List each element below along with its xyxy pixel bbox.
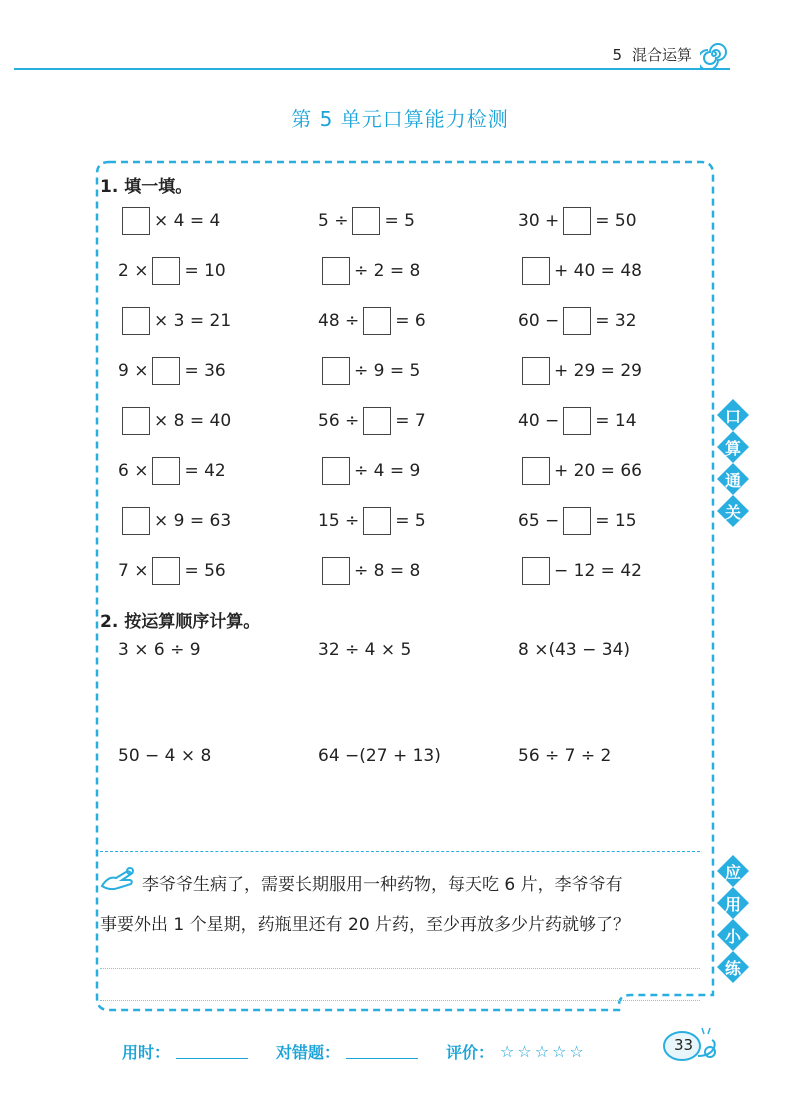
answer-box[interactable] <box>322 357 350 385</box>
side-tag-char: 算 <box>724 438 741 458</box>
problem-suffix: = 36 <box>184 361 226 381</box>
problem-suffix: ÷ 9 = 5 <box>354 361 421 381</box>
fill-problem <box>318 206 415 236</box>
fill-problem <box>118 456 226 486</box>
answer-box[interactable] <box>563 507 591 535</box>
rating-stars: ☆☆☆☆☆ <box>500 1042 587 1061</box>
side-tag-char: 关 <box>724 502 741 522</box>
problem-prefix: 65 − <box>518 511 560 531</box>
fill-problem <box>518 206 637 236</box>
section-1-title: 1. 填一填。 <box>100 177 193 197</box>
section-2-title: 2. 按运算顺序计算。 <box>100 612 261 632</box>
side-tag-char: 练 <box>724 958 741 978</box>
answer-box[interactable] <box>152 357 180 385</box>
fill-problem <box>118 506 231 536</box>
answer-box[interactable] <box>122 407 150 435</box>
problem-prefix: 5 ÷ <box>318 211 349 231</box>
header-rule <box>14 68 730 70</box>
fill-problem <box>318 306 426 336</box>
fill-problem <box>518 506 637 536</box>
chapter-label <box>612 44 692 65</box>
problem-suffix: = 32 <box>595 311 637 331</box>
fill-problem <box>318 506 426 536</box>
side-tag-char: 口 <box>724 406 741 426</box>
side-tag-char: 小 <box>724 926 741 946</box>
problem-suffix: ÷ 8 = 8 <box>354 561 421 581</box>
problem-prefix: 6 × <box>118 461 149 481</box>
time-label: 用时： <box>122 1043 171 1062</box>
problem-prefix: 9 × <box>118 361 149 381</box>
problem-suffix: ÷ 2 = 8 <box>354 261 421 281</box>
side-tag <box>716 494 750 528</box>
fill-problem <box>318 406 426 436</box>
answer-box[interactable] <box>122 507 150 535</box>
answer-guide-line <box>100 1000 700 1001</box>
answer-box[interactable] <box>363 407 391 435</box>
answer-box[interactable] <box>152 557 180 585</box>
side-tag-char: 通 <box>724 470 741 490</box>
problem-suffix: = 14 <box>595 411 637 431</box>
problem-suffix: = 56 <box>184 561 226 581</box>
fill-problem <box>518 406 637 436</box>
problem-suffix: + 40 = 48 <box>554 261 642 281</box>
side-tag <box>716 918 750 952</box>
answer-guide-line <box>100 968 700 969</box>
problem-suffix: + 29 = 29 <box>554 361 642 381</box>
fill-problem <box>318 456 420 486</box>
calc-item: 32 ÷ 4 × 5 <box>318 640 412 660</box>
answer-box[interactable] <box>563 407 591 435</box>
answer-box[interactable] <box>122 307 150 335</box>
word-problem-line-1: 李爷爷生病了，需要长期服用一种药物，每天吃 6 片，李爷爷有 <box>142 875 623 895</box>
rating-label: 评价： <box>446 1043 495 1062</box>
calc-item: 64 −(27 + 13) <box>318 746 441 766</box>
errors-blank <box>346 1045 418 1059</box>
fill-problem <box>118 406 231 436</box>
problem-suffix: = 6 <box>395 311 426 331</box>
answer-box[interactable] <box>363 307 391 335</box>
answer-box[interactable] <box>152 457 180 485</box>
answer-box[interactable] <box>522 557 550 585</box>
calc-item: 3 × 6 ÷ 9 <box>118 640 201 660</box>
side-tag <box>716 398 750 432</box>
side-tag <box>716 854 750 888</box>
problem-suffix: × 9 = 63 <box>154 511 232 531</box>
side-tag <box>716 462 750 496</box>
problem-prefix: 7 × <box>118 561 149 581</box>
footer-bar <box>122 1040 587 1063</box>
problem-prefix: 48 ÷ <box>318 311 360 331</box>
answer-box[interactable] <box>522 357 550 385</box>
problem-prefix: 30 + <box>518 211 560 231</box>
fill-problem <box>118 256 226 286</box>
problem-prefix: 40 − <box>518 411 560 431</box>
problem-suffix: = 7 <box>395 411 426 431</box>
problem-suffix: = 42 <box>184 461 226 481</box>
problem-suffix: = 50 <box>595 211 637 231</box>
fill-problem <box>518 256 642 286</box>
problem-prefix: 2 × <box>118 261 149 281</box>
fill-problem <box>118 306 231 336</box>
answer-box[interactable] <box>563 307 591 335</box>
answer-box[interactable] <box>563 207 591 235</box>
answer-box[interactable] <box>522 257 550 285</box>
problem-suffix: × 4 = 4 <box>154 211 221 231</box>
fill-problem <box>118 206 220 236</box>
problem-suffix: − 12 = 42 <box>554 561 642 581</box>
errors-label: 对错题： <box>276 1043 341 1062</box>
calc-item: 50 − 4 × 8 <box>118 746 212 766</box>
answer-box[interactable] <box>522 457 550 485</box>
answer-box[interactable] <box>322 257 350 285</box>
page-title: 第 5 单元口算能力检测 <box>291 107 509 131</box>
spiral-icon <box>700 40 728 68</box>
answer-box[interactable] <box>363 507 391 535</box>
problem-suffix: = 10 <box>184 261 226 281</box>
fill-problem <box>518 306 637 336</box>
problem-prefix: 56 ÷ <box>318 411 360 431</box>
side-tag-char: 用 <box>724 894 741 914</box>
fill-problem <box>518 556 642 586</box>
time-blank <box>176 1045 248 1059</box>
fill-problem <box>518 356 642 386</box>
problem-suffix: = 15 <box>595 511 637 531</box>
page-badge <box>660 1026 720 1066</box>
answer-box[interactable] <box>152 257 180 285</box>
chapter-title: 混合运算 <box>631 46 692 64</box>
problem-suffix: × 3 = 21 <box>154 311 232 331</box>
side-tag <box>716 886 750 920</box>
fill-problem <box>318 556 420 586</box>
problem-suffix: + 20 = 66 <box>554 461 642 481</box>
fill-problem <box>118 556 226 586</box>
word-problem-line-2: 事要外出 1 个星期，药瓶里还有 20 片药，至少再放多少片药就够了？ <box>100 915 631 935</box>
fill-problem <box>518 456 642 486</box>
problem-prefix: 60 − <box>518 311 560 331</box>
answer-box[interactable] <box>322 557 350 585</box>
answer-box[interactable] <box>122 207 150 235</box>
side-tag-char: 应 <box>724 862 741 882</box>
fill-problem <box>118 356 226 386</box>
answer-box[interactable] <box>322 457 350 485</box>
calc-item: 56 ÷ 7 ÷ 2 <box>518 746 612 766</box>
page-number: 33 <box>674 1036 694 1054</box>
page-header <box>0 40 800 72</box>
problem-suffix: × 8 = 40 <box>154 411 232 431</box>
problem-suffix: = 5 <box>395 511 426 531</box>
problem-suffix: ÷ 4 = 9 <box>354 461 421 481</box>
side-tag <box>716 950 750 984</box>
problem-suffix: = 5 <box>384 211 415 231</box>
side-tag <box>716 430 750 464</box>
fill-problem <box>318 256 420 286</box>
section-divider <box>100 851 700 852</box>
chapter-number: 5 <box>612 45 622 64</box>
problem-prefix: 15 ÷ <box>318 511 360 531</box>
fill-problem <box>318 356 420 386</box>
calc-item: 8 ×(43 − 34) <box>518 640 631 660</box>
answer-box[interactable] <box>352 207 380 235</box>
